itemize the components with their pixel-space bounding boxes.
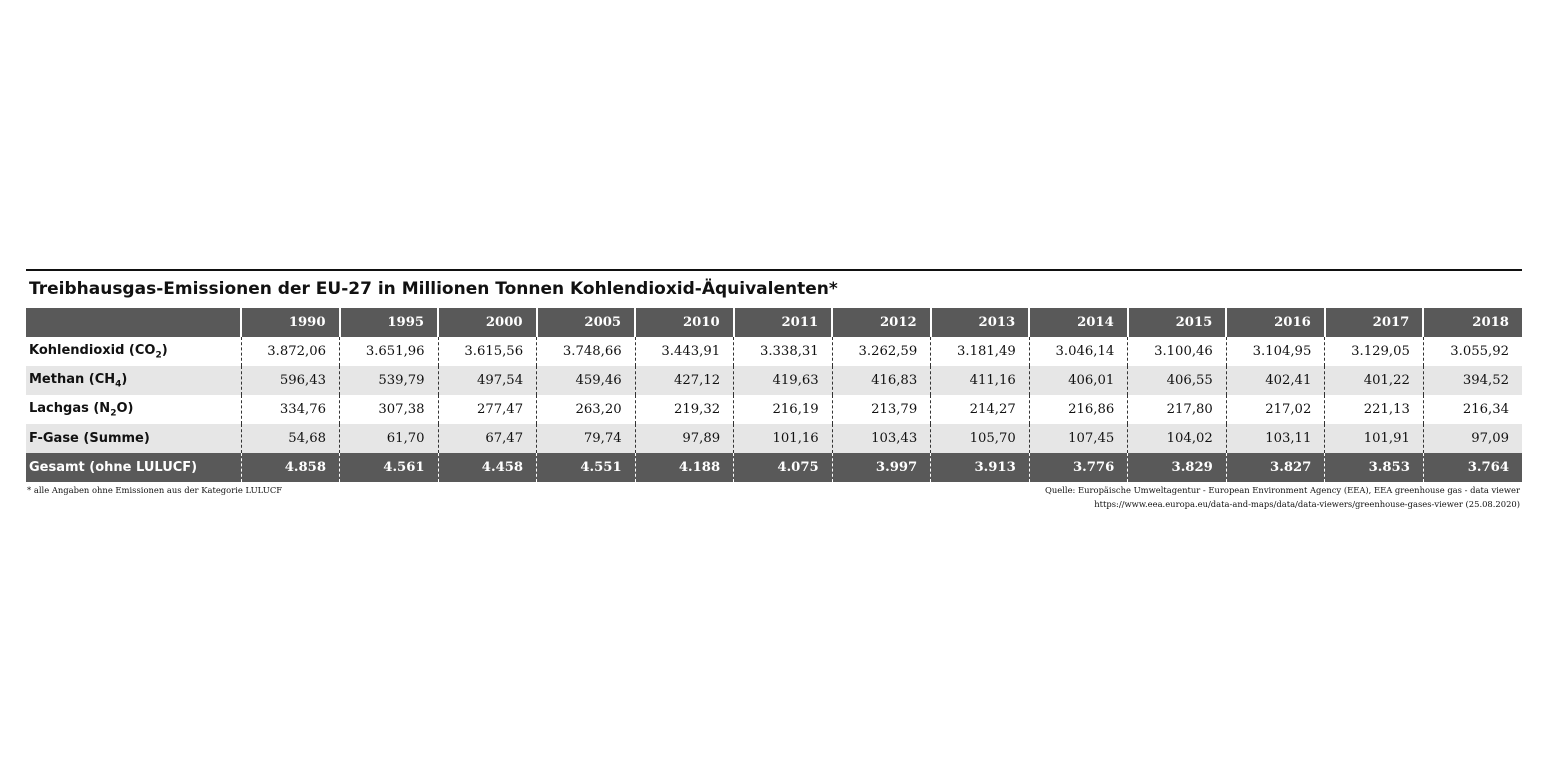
table-cell: 101,16 (734, 424, 833, 453)
table-cell: 79,74 (537, 424, 636, 453)
table-cell: 3.615,56 (438, 337, 537, 366)
table-cell: 97,89 (635, 424, 734, 453)
column-header-2005: 2005 (537, 308, 636, 337)
row-label-text: Methan (CH (29, 371, 116, 387)
row-label-subscript: 2 (110, 408, 117, 419)
table-cell: 416,83 (832, 366, 931, 395)
column-header-2010: 2010 (635, 308, 734, 337)
table-cell: 103,43 (832, 424, 931, 453)
row-label-tail: O) (116, 400, 134, 416)
table-cell: 307,38 (340, 395, 439, 424)
table-cell: 3.055,92 (1423, 337, 1522, 366)
table-cell: 419,63 (734, 366, 833, 395)
table-cell: 406,55 (1128, 366, 1227, 395)
column-header-2018: 2018 (1423, 308, 1522, 337)
table-figure (26, 269, 1522, 514)
table-cell: 4.858 (241, 453, 340, 482)
table-cell: 4.458 (438, 453, 537, 482)
table-cell: 216,19 (734, 395, 833, 424)
row-label (26, 366, 241, 395)
table-cell: 3.129,05 (1325, 337, 1424, 366)
table-cell: 3.872,06 (241, 337, 340, 366)
table-cell: 216,86 (1029, 395, 1128, 424)
table-cell: 103,11 (1226, 424, 1325, 453)
table-cell: 214,27 (931, 395, 1030, 424)
table-cell: 427,12 (635, 366, 734, 395)
table-cell: 402,41 (1226, 366, 1325, 395)
source-line-2: https://www.eea.europa.eu/data-and-maps/data/data-viewers/greenhouse-gases-viewer (25.08.2020) (1094, 499, 1520, 509)
table-cell: 67,47 (438, 424, 537, 453)
table-cell: 4.551 (537, 453, 636, 482)
table-cell: 3.748,66 (537, 337, 636, 366)
table-cell: 219,32 (635, 395, 734, 424)
table-cell: 401,22 (1325, 366, 1424, 395)
table-cell: 539,79 (340, 366, 439, 395)
table-row (26, 395, 1522, 424)
row-label-tail: ) (121, 371, 128, 387)
footnote: * alle Angaben ohne Emissionen aus der Kategorie LULUCF (27, 485, 283, 495)
row-label (26, 337, 241, 366)
table-cell: 3.829 (1128, 453, 1227, 482)
table-cell: 221,13 (1325, 395, 1424, 424)
table-cell: 3.046,14 (1029, 337, 1128, 366)
column-header-2013: 2013 (931, 308, 1030, 337)
table-footer (26, 482, 1522, 514)
table-cell: 3.262,59 (832, 337, 931, 366)
column-header-2016: 2016 (1226, 308, 1325, 337)
header-corner (26, 308, 241, 337)
row-label-text: Lachgas (N (29, 400, 111, 416)
table-cell: 217,02 (1226, 395, 1325, 424)
column-header-1995: 1995 (340, 308, 439, 337)
table-cell: 596,43 (241, 366, 340, 395)
row-label (26, 424, 241, 453)
column-header-2015: 2015 (1128, 308, 1227, 337)
table-cell: 459,46 (537, 366, 636, 395)
table-row (26, 337, 1522, 366)
table-cell: 497,54 (438, 366, 537, 395)
table-cell: 3.764 (1423, 453, 1522, 482)
table-cell: 3.827 (1226, 453, 1325, 482)
table-cell: 3.776 (1029, 453, 1128, 482)
table-cell: 406,01 (1029, 366, 1128, 395)
column-header-2017: 2017 (1325, 308, 1424, 337)
table-cell: 61,70 (340, 424, 439, 453)
source-note (1045, 483, 1520, 511)
row-label-text: F-Gase (Summe) (29, 431, 150, 446)
row-label-text: Kohlendioxid (CO (29, 342, 156, 358)
table-cell: 107,45 (1029, 424, 1128, 453)
table-cell: 3.997 (832, 453, 931, 482)
row-label-text: Gesamt (ohne LULUCF) (29, 460, 198, 475)
table-cell: 3.913 (931, 453, 1030, 482)
table-cell: 97,09 (1423, 424, 1522, 453)
column-header-2000: 2000 (438, 308, 537, 337)
column-header-1990: 1990 (241, 308, 340, 337)
column-header-2014: 2014 (1029, 308, 1128, 337)
table-cell: 101,91 (1325, 424, 1424, 453)
table-title: Treibhausgas-Emissionen der EU-27 in Millionen Tonnen Kohlendioxid-Äquivalenten* (29, 279, 838, 299)
source-line-1: Quelle: Europäische Umweltagentur - European Environment Agency (EEA), EEA greenhouse gas - data viewer (1045, 485, 1520, 495)
total-row (26, 453, 1522, 482)
row-label-tail: ) (161, 342, 168, 358)
table-cell: 105,70 (931, 424, 1030, 453)
table-cell: 217,80 (1128, 395, 1227, 424)
table-cell: 4.075 (734, 453, 833, 482)
table-row (26, 424, 1522, 453)
table-cell: 213,79 (832, 395, 931, 424)
table-row (26, 366, 1522, 395)
row-label (26, 395, 241, 424)
table-cell: 104,02 (1128, 424, 1227, 453)
table-cell: 411,16 (931, 366, 1030, 395)
table-cell: 3.100,46 (1128, 337, 1227, 366)
table-cell: 263,20 (537, 395, 636, 424)
table-cell: 394,52 (1423, 366, 1522, 395)
table-cell: 3.181,49 (931, 337, 1030, 366)
table-cell: 3.651,96 (340, 337, 439, 366)
table-cell: 4.188 (635, 453, 734, 482)
table-cell: 54,68 (241, 424, 340, 453)
row-label (26, 453, 241, 482)
table-cell: 3.338,31 (734, 337, 833, 366)
header-row (26, 308, 1522, 337)
row-label-subscript: 4 (115, 379, 122, 390)
table-cell: 3.443,91 (635, 337, 734, 366)
table-cell: 277,47 (438, 395, 537, 424)
emissions-table (26, 308, 1522, 482)
top-rule (26, 269, 1522, 271)
table-cell: 216,34 (1423, 395, 1522, 424)
column-header-2012: 2012 (832, 308, 931, 337)
table-cell: 4.561 (340, 453, 439, 482)
column-header-2011: 2011 (734, 308, 833, 337)
table-cell: 3.104,95 (1226, 337, 1325, 366)
row-label-subscript: 2 (155, 350, 162, 361)
table-cell: 334,76 (241, 395, 340, 424)
table-cell: 3.853 (1325, 453, 1424, 482)
